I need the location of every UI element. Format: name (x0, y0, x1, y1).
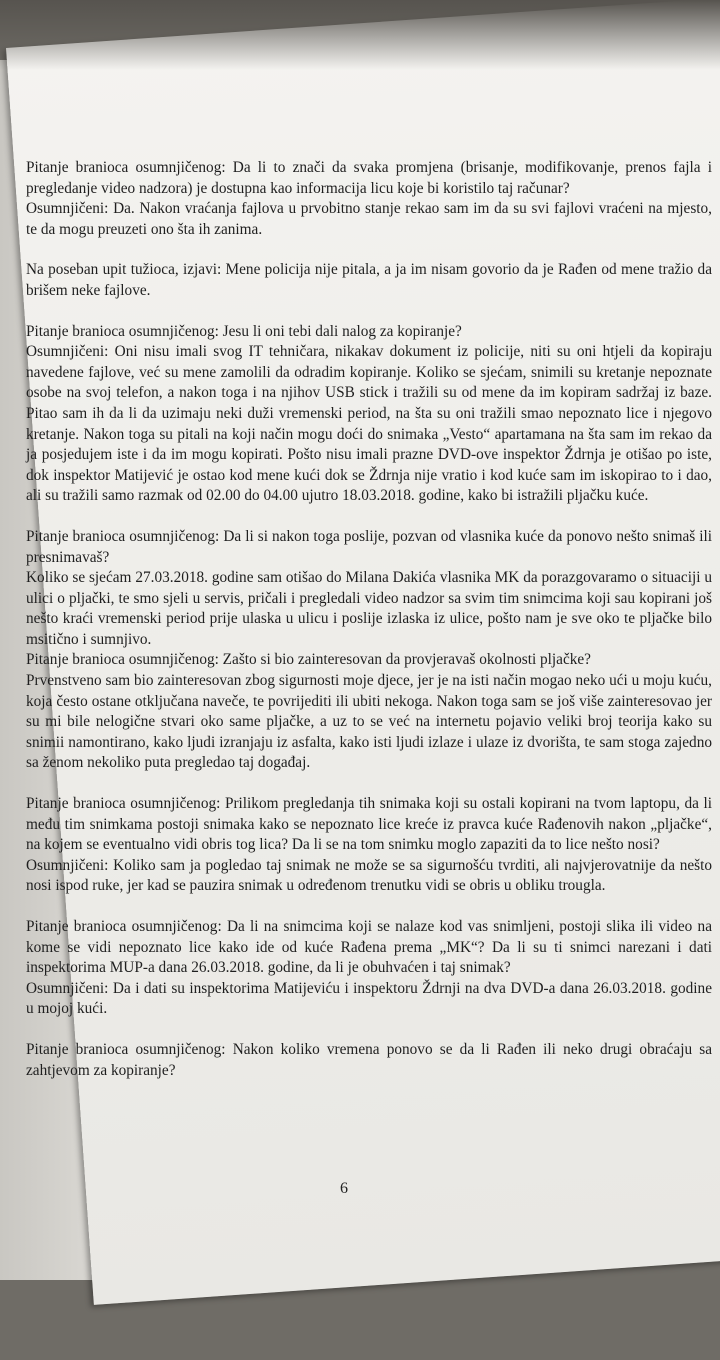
paragraph: Osumnjičeni: Da i dati su inspektorima Matijeviću i inspektoru Ždrnji na dva DVD-a dana 26.03.2018. godine u mojoj kući. (25, 979, 712, 1018)
paragraph: Pitanje branioca osumnjičenog: Prilikom pregledanja tih snimaka koji su ostali kopirani na tvom laptopu, da li među tim snimkama postoji snimaka kako se nepoznato lice kreće iz pravca kuće Rađenovih nakon „pljačke“, na kojem se eventualno vidi obris tog lica? Da li se na tom snimku moglo zapaziti da to lice nešto nosi? (25, 795, 712, 854)
paragraph: Osumnjičeni: Da. Nakon vraćanja fajlova u prvobitno stanje rekao sam im da su svi fajlovi vraćeni na mjesto, te da mogu preuzeti ono šta ih zanima. (26, 200, 712, 238)
document-body (26, 158, 712, 1081)
paragraph: Pitanje branioca osumnjičenog: Da li na snimcima koji se nalaze kod vas snimljeni, postoji slika ili video na kome se vidi nepoznato lice kako ide od kuće Rađena prema „MK“? Da li su ti snimci narezani i dati inspektorima MUP-a dana 26.03.2018. godine, da li je obuhvaćen i taj snimak? (25, 918, 713, 977)
paragraph: Na poseban upit tužioca, izjavi: Mene policija nije pitala, a ja im nisam govorio da je Rađen od mene tražio da brišem neke fajlove. (26, 261, 712, 299)
paragraph: Pitanje branioca osumnjičenog: Da li si nakon toga poslije, pozvan od vlasnika kuće da ponovo nešto snimaš ili presnimavaš? (26, 527, 712, 566)
paragraph: Osumnjičeni: Koliko sam ja pogledao taj snimak ne može se sa sigurnošću tvrditi, ali najvjerovatnije da nešto nosi ispod ruke, jer kad se pauzira snimak u određenom trenutku vidi se obris u obliku trougla. (25, 856, 712, 895)
paragraph: Pitanje branioca osumnjičenog: Da li to znači da svaka promjena (brisanje, modifikovanje, prenos fajla i pregledanje video nadzora) je dostupna kao informacija licu koje bi koristilo taj računar? (26, 159, 712, 197)
paragraph: Pitanje branioca osumnjičenog: Nakon koliko vremena ponovo se da li Rađen ili neko drugi obraćaju sa zahtjevom za kopiranje? (25, 1040, 712, 1079)
paragraph: Koliko se sjećam 27.03.2018. godine sam otišao do Milana Dakića vlasnika MK da porazgovaramo o situaciji u ulici o pljački, te smo sjeli u servis, pričali i pregledali video nadzor sa svim tim snimcima koji sau kopirani još nešto kraći vremenski period prije ulaska u ulicu i poslije izlaska iz ulice, pošto nam je sve oko te pljačke bilo msitično i sumnjivo. (25, 569, 712, 648)
page-number: 6 (340, 1180, 348, 1197)
document-page-content (6, 48, 720, 1308)
document-page (6, 0, 720, 1305)
paragraph: Prvenstveno sam bio zainteresovan zbog sigurnosti moje djece, jer je na isti način mogao neko ući u moju kuću, koja često ostane otključana naveče, te povrijediti ili ubiti nekoga. Nakon toga sam se još više zainteresovao jer su mi bile nelogične stvari oko same pljačke, a uz to se već na internetu pojavio veliki broj teorija kako su snimii namontirano, kako ljudi izranjaju iz asfalta, kako isti ljudi izlaze i ulaze iz dvorišta, te sam stoga zajedno sa ženom nekoliko puta pregledao taj događaj. (25, 672, 712, 772)
paragraph: Pitanje branioca osumnjičenog: Jesu li oni tebi dali nalog za kopiranje? (26, 322, 462, 340)
paragraph: Osumnjičeni: Oni nisu imali svog IT tehničara, nikakav dokument iz policije, niti su oni htjeli da kopiraju navedene fajlove, već su mene zamolili da odradim kopiranje. Koliko se sjećam, snimili su kretanje nepoznate osobe na svoj telefon, a nakon toga i na njihov USB stick i tražili su od mene da im kopiram sadržaj iz baze. Pitao sam ih da li da uzimaju neki duži vremenski period, na šta su oni tražili smao nepoznato lice i njegovo kretanje. Nakon toga su pitali na koji način mogu doći do snimaka „Vesto“ apartamana na šta sam im rekao da ja posjedujem iste i da im mogu kopirati. Pošto nisu imali prazne DVD-ove inspektor Ždrnja je otišao po iste, dok inspektor Matijević je ostao kod mene kući dok se Ždrnja nije vratio i kod kuće sam im iskopirao to i dao, ali su tražili samo razmak od 02.00 do 04.00 ujutro 18.03.2018. godine, kako bi istražili pljačku kuće. (26, 343, 712, 505)
paragraph: Pitanje branioca osumnjičenog: Zašto si bio zainteresovan da provjeravaš okolnosti pljačke? (26, 651, 591, 669)
